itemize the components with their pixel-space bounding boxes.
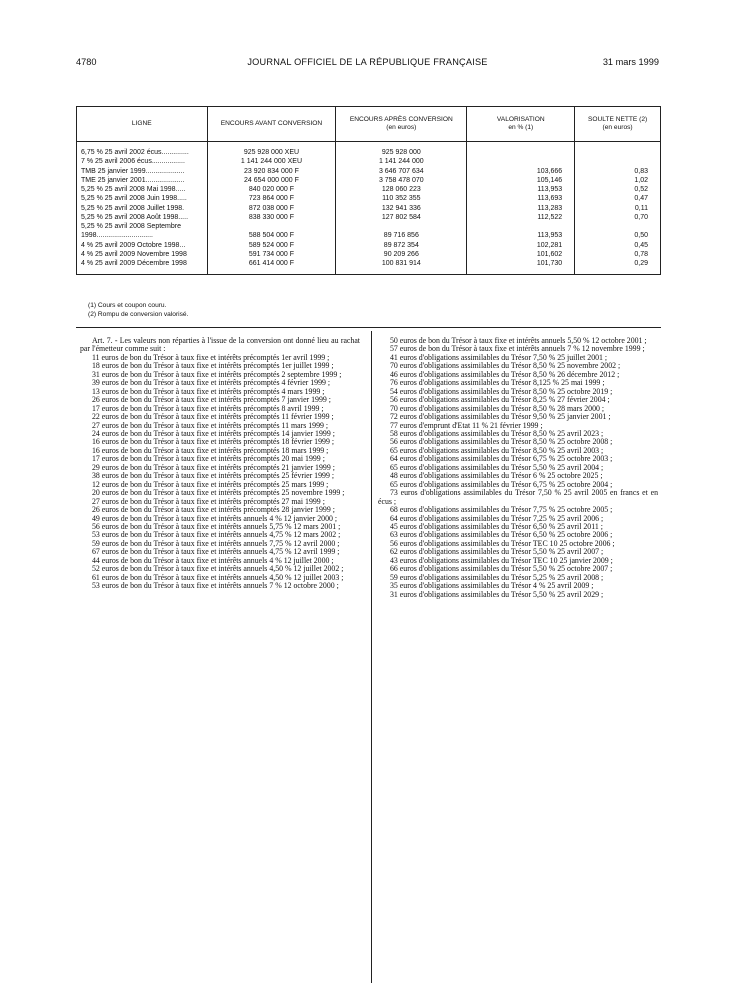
cell-encours-avant: 23 920 834 000 F xyxy=(207,167,336,176)
column-divider xyxy=(371,331,372,983)
table-row xyxy=(77,250,661,259)
cell-soulte: 0,78 xyxy=(575,250,661,259)
article-paragraph: 65 euros d'obligations assimilables du Trésor 6,75 % 25 octobre 2004 ; xyxy=(390,479,613,489)
conversion-table xyxy=(76,106,661,275)
article-paragraph: 59 euros de bon du Trésor à taux fixe et intérêts annuels 7,75 % 12 avril 2000 ; xyxy=(92,538,340,548)
cell-soulte xyxy=(575,222,661,231)
col-valorisation-label: VALORISATION xyxy=(496,116,545,124)
article-paragraph: 77 euros d'emprunt d'Etat 11 % 21 février 1999 ; xyxy=(390,420,543,430)
article-paragraph: 56 euros d'obligations assimilables du Trésor 8,50 % 25 octobre 2008 ; xyxy=(390,437,613,447)
cell-encours-apres: 3 758 478 070 xyxy=(336,176,467,185)
article-paragraph: 16 euros de bon du Trésor à taux fixe et intérêts précomptés 18 mars 1999 ; xyxy=(92,445,329,455)
cell-valorisation: 113,953 xyxy=(467,231,575,240)
cell-ligne: 1998............................. xyxy=(77,231,208,240)
cell-valorisation xyxy=(467,222,575,231)
cell-ligne: 4 % 25 avril 2009 Octobre 1998... xyxy=(77,241,208,250)
cell-soulte xyxy=(575,157,661,166)
article-paragraph: 43 euros d'obligations assimilables du Trésor TEC 10 25 janvier 2009 ; xyxy=(390,555,613,565)
article-paragraph: 27 euros de bon du Trésor à taux fixe et intérêts précomptés 27 mai 1999 ; xyxy=(92,496,325,506)
cell-encours-apres: 89 716 856 xyxy=(336,231,467,240)
footnote-2: (2) Rompu de conversion valorisé. xyxy=(88,310,189,318)
cell-ligne: 7 % 25 avril 2006 écus................. xyxy=(77,157,208,166)
article-paragraph: 41 euros d'obligations assimilables du Trésor 7,50 % 25 juillet 2001 ; xyxy=(390,352,608,362)
article-paragraph: 29 euros de bon du Trésor à taux fixe et intérêts précomptés 21 janvier 1999 ; xyxy=(92,462,335,472)
cell-encours-avant: 588 504 000 F xyxy=(207,231,336,240)
cell-encours-apres: 925 928 000 xyxy=(336,148,467,157)
cell-encours-avant: 872 038 000 F xyxy=(207,204,336,213)
cell-encours-apres xyxy=(336,222,467,231)
cell-valorisation: 112,522 xyxy=(467,213,575,222)
article-column-right xyxy=(378,337,658,599)
col-valorisation-unit: en % (1) xyxy=(508,124,534,131)
journal-title: JOURNAL OFFICIEL DE LA RÉPUBLIQUE FRANÇAISE xyxy=(247,57,488,67)
col-soulte-label: SOULTE NETTE (2) xyxy=(587,116,648,124)
cell-encours-avant xyxy=(207,222,336,231)
article-paragraph: 61 euros de bon du Trésor à taux fixe et intérêts annuels 4,50 % 12 juillet 2003 ; xyxy=(92,572,344,582)
table-row xyxy=(77,222,661,231)
article-paragraph: 35 euros d'obligations assimilables du Trésor 4 % 25 avril 2009 ; xyxy=(390,581,594,591)
article-paragraph: 50 euros de bon du Trésor à taux fixe et intérêts annuels 5,50 % 12 octobre 2001 ; xyxy=(390,336,647,345)
cell-soulte: 1,02 xyxy=(575,176,661,185)
cell-ligne: 4 % 25 avril 2009 Décembre 1998 xyxy=(77,259,208,268)
cell-soulte: 0,83 xyxy=(575,167,661,176)
cell-encours-avant: 1 141 244 000 XEU xyxy=(207,157,336,166)
article-paragraph: 72 euros d'obligations assimilables du Trésor 9,50 % 25 janvier 2001 ; xyxy=(390,412,611,422)
table-row xyxy=(77,185,661,194)
cell-soulte: 0,45 xyxy=(575,241,661,250)
cell-soulte: 0,11 xyxy=(575,204,661,213)
cell-encours-avant: 24 654 000 000 F xyxy=(207,176,336,185)
issue-date: 31 mars 1999 xyxy=(602,57,659,67)
cell-encours-avant: 840 020 000 F xyxy=(207,185,336,194)
table-row xyxy=(77,213,661,222)
article-paragraph: 17 euros de bon du Trésor à taux fixe et intérêts précomptés 8 avril 1999 ; xyxy=(92,403,324,413)
cell-soulte: 0,47 xyxy=(575,194,661,203)
cell-encours-avant: 589 524 000 F xyxy=(207,241,336,250)
article-paragraph: 22 euros de bon du Trésor à taux fixe et intérêts précomptés 11 février 1999 ; xyxy=(92,412,334,422)
article-paragraph: 27 euros de bon du Trésor à taux fixe et intérêts précomptés 11 mars 1999 ; xyxy=(92,420,329,430)
table-row xyxy=(77,176,661,185)
cell-valorisation xyxy=(467,157,575,166)
article-paragraph: 13 euros de bon du Trésor à taux fixe et intérêts précomptés 4 mars 1999 ; xyxy=(92,386,325,396)
article-paragraph: 52 euros de bon du Trésor à taux fixe et intérêts annuels 4,50 % 12 juillet 2002 ; xyxy=(92,564,344,574)
col-ligne: LIGNE xyxy=(77,107,208,142)
article-paragraph: 63 euros d'obligations assimilables du Trésor 6,50 % 25 octobre 2006 ; xyxy=(390,530,613,540)
table-body xyxy=(77,142,661,275)
article-paragraph: 70 euros d'obligations assimilables du Trésor 8,50 % 25 novembre 2002 ; xyxy=(390,361,621,371)
article-paragraph: 24 euros de bon du Trésor à taux fixe et intérêts précomptés 14 janvier 1999 ; xyxy=(92,428,335,438)
cell-encours-apres: 100 831 914 xyxy=(336,259,467,268)
article-paragraph: 53 euros de bon du Trésor à taux fixe et intérêts annuels 4,75 % 12 mars 2002 ; xyxy=(92,530,341,540)
cell-valorisation: 105,146 xyxy=(467,176,575,185)
cell-valorisation: 101,602 xyxy=(467,250,575,259)
article-paragraph: 31 euros d'obligations assimilables du Trésor 5,50 % 25 avril 2029 ; xyxy=(390,589,604,599)
cell-ligne: TME 25 janvier 2001.................... xyxy=(77,176,208,185)
article-paragraph: 54 euros d'obligations assimilables du Trésor 8,50 % 25 octobre 2019 ; xyxy=(390,386,613,396)
article-paragraph: 44 euros de bon du Trésor à taux fixe et intérêts annuels 4 % 12 juillet 2000 ; xyxy=(92,555,334,565)
col-soulte-unit: (en euros) xyxy=(602,124,633,131)
article-paragraph: 11 euros de bon du Trésor à taux fixe et intérêts précomptés 1er avril 1999 ; xyxy=(92,352,330,362)
article-paragraph: 56 euros d'obligations assimilables du Trésor TEC 10 25 octobre 2006 ; xyxy=(390,538,615,548)
article-paragraph: 56 euros de bon du Trésor à taux fixe et intérêts annuels 5,75 % 12 mars 2001 ; xyxy=(92,521,341,531)
table-row xyxy=(77,241,661,250)
cell-ligne: 4 % 25 avril 2009 Novembre 1998 xyxy=(77,250,208,259)
col-soulte xyxy=(575,107,661,142)
table-spacer xyxy=(77,268,661,275)
cell-encours-apres: 89 872 354 xyxy=(336,241,467,250)
article-paragraph: 73 euros d'obligations assimilables du Trésor 7,50 % 25 avril 2005 en francs et en écus ; xyxy=(378,488,658,506)
cell-soulte: 0,70 xyxy=(575,213,661,222)
table-row xyxy=(77,148,661,157)
page-number: 4780 xyxy=(76,57,97,67)
article-paragraph: 57 euros de bon du Trésor à taux fixe et intérêts annuels 7 % 12 novembre 1999 ; xyxy=(390,344,645,354)
cell-ligne: 5,25 % 25 avril 2008 Mai 1998..... xyxy=(77,185,208,194)
article-paragraph: 20 euros de bon du Trésor à taux fixe et intérêts précomptés 25 novembre 1999 ; xyxy=(92,488,345,498)
article-paragraph: 76 euros d'obligations assimilables du Trésor 8,125 % 25 mai 1999 ; xyxy=(390,378,605,388)
cell-encours-apres: 110 352 355 xyxy=(336,194,467,203)
cell-encours-apres: 90 209 266 xyxy=(336,250,467,259)
article-paragraph: 45 euros d'obligations assimilables du Trésor 6,50 % 25 avril 2011 ; xyxy=(390,521,603,531)
cell-soulte: 0,29 xyxy=(575,259,661,268)
col-encours-avant: ENCOURS AVANT CONVERSION xyxy=(207,107,336,142)
article-paragraph: 48 euros d'obligations assimilables du Trésor 6 % 25 octobre 2025 ; xyxy=(390,471,603,481)
cell-encours-apres: 128 060 223 xyxy=(336,185,467,194)
article-paragraph: 26 euros de bon du Trésor à taux fixe et intérêts précomptés 7 janvier 1999 ; xyxy=(92,395,331,405)
page-header xyxy=(76,57,659,71)
article-column-left xyxy=(80,337,360,591)
cell-encours-apres: 1 141 244 000 xyxy=(336,157,467,166)
col-encours-apres-label: ENCOURS APRÈS CONVERSION xyxy=(349,116,453,124)
cell-encours-avant: 591 734 000 F xyxy=(207,250,336,259)
cell-valorisation xyxy=(467,148,575,157)
table-footnotes xyxy=(88,302,188,319)
table-header-row xyxy=(77,107,661,142)
article-paragraph: 64 euros d'obligations assimilables du Trésor 6,75 % 25 octobre 2003 ; xyxy=(390,454,613,464)
cell-valorisation: 101,730 xyxy=(467,259,575,268)
article-paragraph: 68 euros d'obligations assimilables du Trésor 7,75 % 25 octobre 2005 ; xyxy=(390,505,613,515)
table-row xyxy=(77,231,661,240)
cell-encours-avant: 925 928 000 XEU xyxy=(207,148,336,157)
col-valorisation xyxy=(467,107,575,142)
article-paragraph: 67 euros de bon du Trésor à taux fixe et intérêts annuels 4,75 % 12 avril 1999 ; xyxy=(92,547,340,557)
article-paragraph: 38 euros de bon du Trésor à taux fixe et intérêts précomptés 25 février 1999 ; xyxy=(92,471,335,481)
cell-valorisation: 102,281 xyxy=(467,241,575,250)
cell-ligne: 5,25 % 25 avril 2008 Juillet 1998. xyxy=(77,204,208,213)
cell-ligne: 6,75 % 25 avril 2002 écus.............. xyxy=(77,148,208,157)
article-paragraph: 31 euros de bon du Trésor à taux fixe et intérêts précomptés 2 septembre 1999 ; xyxy=(92,369,342,379)
article-paragraph: 64 euros d'obligations assimilables du Trésor 7,25 % 25 avril 2006 ; xyxy=(390,513,604,523)
article-paragraph: 39 euros de bon du Trésor à taux fixe et intérêts précomptés 4 février 1999 ; xyxy=(92,378,331,388)
cell-ligne: TMB 25 janvier 1999.................... xyxy=(77,167,208,176)
article-paragraph: 58 euros d'obligations assimilables du Trésor 8,50 % 25 avril 2023 ; xyxy=(390,428,604,438)
cell-valorisation: 113,693 xyxy=(467,194,575,203)
col-encours-apres-unit: (en euros) xyxy=(386,124,417,131)
cell-encours-apres: 132 941 336 xyxy=(336,204,467,213)
article-paragraph: 59 euros d'obligations assimilables du Trésor 5,25 % 25 avril 2008 ; xyxy=(390,572,604,582)
cell-encours-avant: 838 330 000 F xyxy=(207,213,336,222)
article-paragraph: 16 euros de bon du Trésor à taux fixe et intérêts précomptés 18 février 1999 ; xyxy=(92,437,335,447)
cell-soulte xyxy=(575,148,661,157)
article-paragraph: 56 euros d'obligations assimilables du Trésor 8,25 % 27 février 2004 ; xyxy=(390,395,610,405)
article-paragraph: 26 euros de bon du Trésor à taux fixe et intérêts précomptés 28 janvier 1999 ; xyxy=(92,505,335,515)
cell-valorisation: 113,283 xyxy=(467,204,575,213)
article-paragraph: 65 euros d'obligations assimilables du Trésor 8,50 % 25 avril 2003 ; xyxy=(390,445,604,455)
cell-ligne: 5,25 % 25 avril 2008 Septembre xyxy=(77,222,208,231)
table-row xyxy=(77,194,661,203)
table-row xyxy=(77,157,661,166)
article-paragraph: 53 euros de bon du Trésor à taux fixe et intérêts annuels 7 % 12 octobre 2000 ; xyxy=(92,581,339,591)
article-paragraph: 62 euros d'obligations assimilables du Trésor 5,50 % 25 avril 2007 ; xyxy=(390,547,604,557)
article-paragraph: 65 euros d'obligations assimilables du Trésor 5,50 % 25 avril 2004 ; xyxy=(390,462,604,472)
cell-encours-avant: 661 414 000 F xyxy=(207,259,336,268)
cell-encours-avant: 723 864 000 F xyxy=(207,194,336,203)
col-encours-apres xyxy=(336,107,467,142)
article-paragraph: 17 euros de bon du Trésor à taux fixe et intérêts précomptés 20 mai 1999 ; xyxy=(92,454,325,464)
article-paragraph: 66 euros d'obligations assimilables du Trésor 5,50 % 25 octobre 2007 ; xyxy=(390,564,613,574)
cell-soulte: 0,52 xyxy=(575,185,661,194)
article-paragraph: Art. 7. - Les valeurs non réparties à l'issue de la conversion ont donné lieu au rachat par l'émetteur comme suit : xyxy=(80,336,360,354)
table-row xyxy=(77,204,661,213)
article-paragraph: 70 euros d'obligations assimilables du Trésor 8,50 % 28 mars 2000 ; xyxy=(390,403,605,413)
footnote-1: (1) Cours et coupon couru. xyxy=(88,302,167,309)
cell-ligne: 5,25 % 25 avril 2008 Juin 1998..... xyxy=(77,194,208,203)
article-paragraph: 18 euros de bon du Trésor à taux fixe et intérêts précomptés 1er juillet 1999 ; xyxy=(92,361,334,371)
article-paragraph: 12 euros de bon du Trésor à taux fixe et intérêts précomptés 25 mars 1999 ; xyxy=(92,479,329,489)
table-row xyxy=(77,259,661,268)
cell-valorisation: 113,953 xyxy=(467,185,575,194)
cell-ligne: 5,25 % 25 avril 2008 Août 1998..... xyxy=(77,213,208,222)
cell-encours-apres: 127 802 584 xyxy=(336,213,467,222)
article-paragraph: 49 euros de bon du Trésor à taux fixe et intérêts annuels 4 % 12 janvier 2000 ; xyxy=(92,513,338,523)
cell-encours-apres: 3 646 707 634 xyxy=(336,167,467,176)
cell-soulte: 0,50 xyxy=(575,231,661,240)
table-row xyxy=(77,167,661,176)
section-divider xyxy=(76,327,661,328)
cell-valorisation: 103,666 xyxy=(467,167,575,176)
article-paragraph: 46 euros d'obligations assimilables du Trésor 8,50 % 26 décembre 2012 ; xyxy=(390,369,620,379)
